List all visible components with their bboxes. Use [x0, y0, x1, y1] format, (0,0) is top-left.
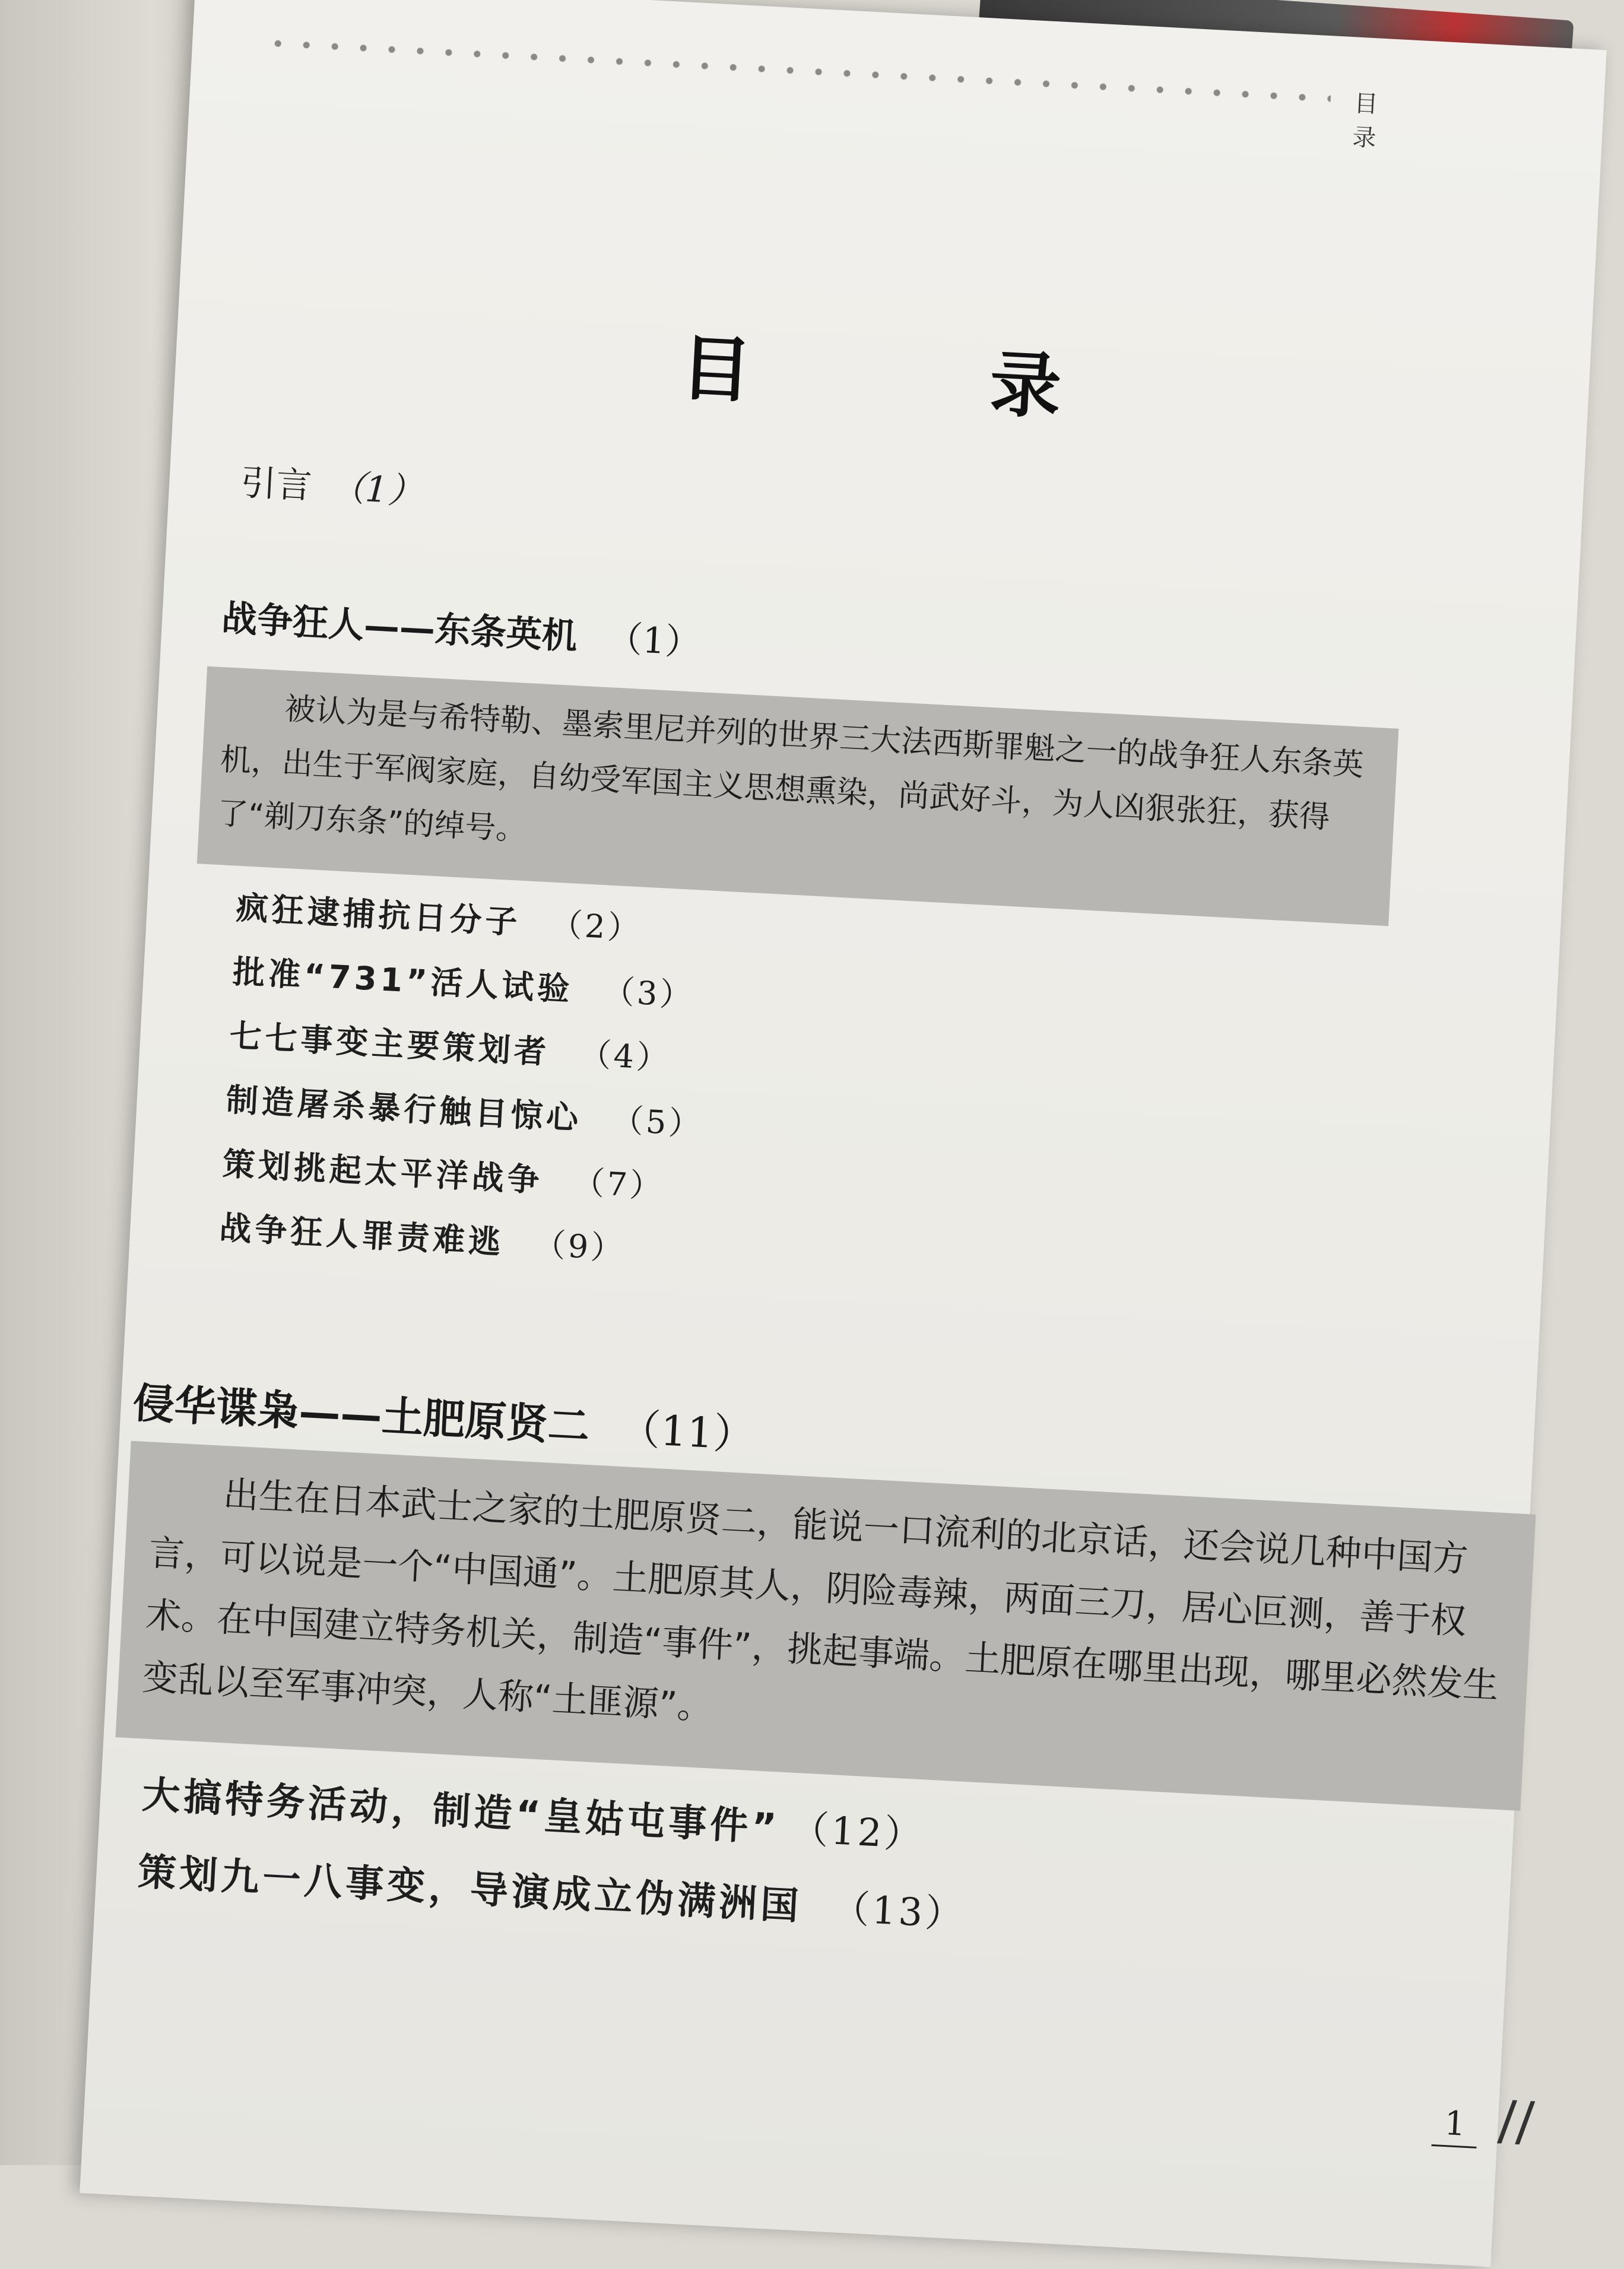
chapter-page: （1）	[605, 617, 702, 665]
toc-entry: 策划九一八事变，导演成立伪满洲国 （13）	[137, 1850, 967, 1938]
folio-ornament: //	[1496, 2089, 1536, 2153]
dotted-rule	[264, 39, 1331, 102]
chapter-summary-1: 被认为是与希特勒、墨索里尼并列的世界三大法西斯罪魁之一的战争狂人东条英机，出生于军阀家庭，自幼受军国主义思想熏染，尚武好斗，为人凶狠张狂，获得了“剃刀东条”的绰号。	[197, 667, 1399, 926]
section-list-1	[218, 876, 715, 1285]
intro-page: （1）	[328, 467, 425, 513]
chapter-heading-1	[220, 590, 702, 666]
toc-entry: 战争狂人罪责难逃 （9）	[218, 1209, 626, 1268]
chapter-page: （11）	[617, 1404, 756, 1460]
chapter-summary-2: 出生在日本武士之家的土肥原贤二，能说一口流利的北京话，还会说几种中国方言，可以说是一个“中国通”。土肥原其人，阴险毒辣，两面三刀，居心叵测，善于权术。在中国建立特务机关，制造“事件”，挑起事端。土肥原在哪里出现，哪里必然发生变乱以至军事冲突，人称“土匪源”。	[116, 1441, 1536, 1811]
page-title: 目 录	[678, 326, 1170, 435]
toc-entry: 批准“731”活人试验 （3）	[231, 953, 695, 1015]
intro-label: 引言	[239, 462, 313, 507]
toc-entry: 策划挑起太平洋战争 （7）	[221, 1145, 665, 1206]
page-number: 1	[1432, 2103, 1479, 2149]
toc-intro	[239, 454, 424, 515]
chapter-title: 战争狂人——东条英机	[220, 597, 579, 658]
toc-entry: 疯狂逮捕抗日分子 （2）	[235, 888, 643, 948]
toc-entry: 大搞特务活动，制造“皇姑屯事件” （12）	[141, 1773, 926, 1858]
book-page	[80, 0, 1606, 2267]
running-head: 目 录	[1352, 90, 1450, 156]
toc-entry: 制造屠杀暴行触目惊心 （5）	[225, 1081, 704, 1144]
toc-entry: 七七事变主要策划者 （4）	[229, 1017, 672, 1078]
chapter-title: 侵华谍枭——土肥原贤二	[131, 1378, 591, 1451]
section-list-2	[136, 1757, 971, 1954]
